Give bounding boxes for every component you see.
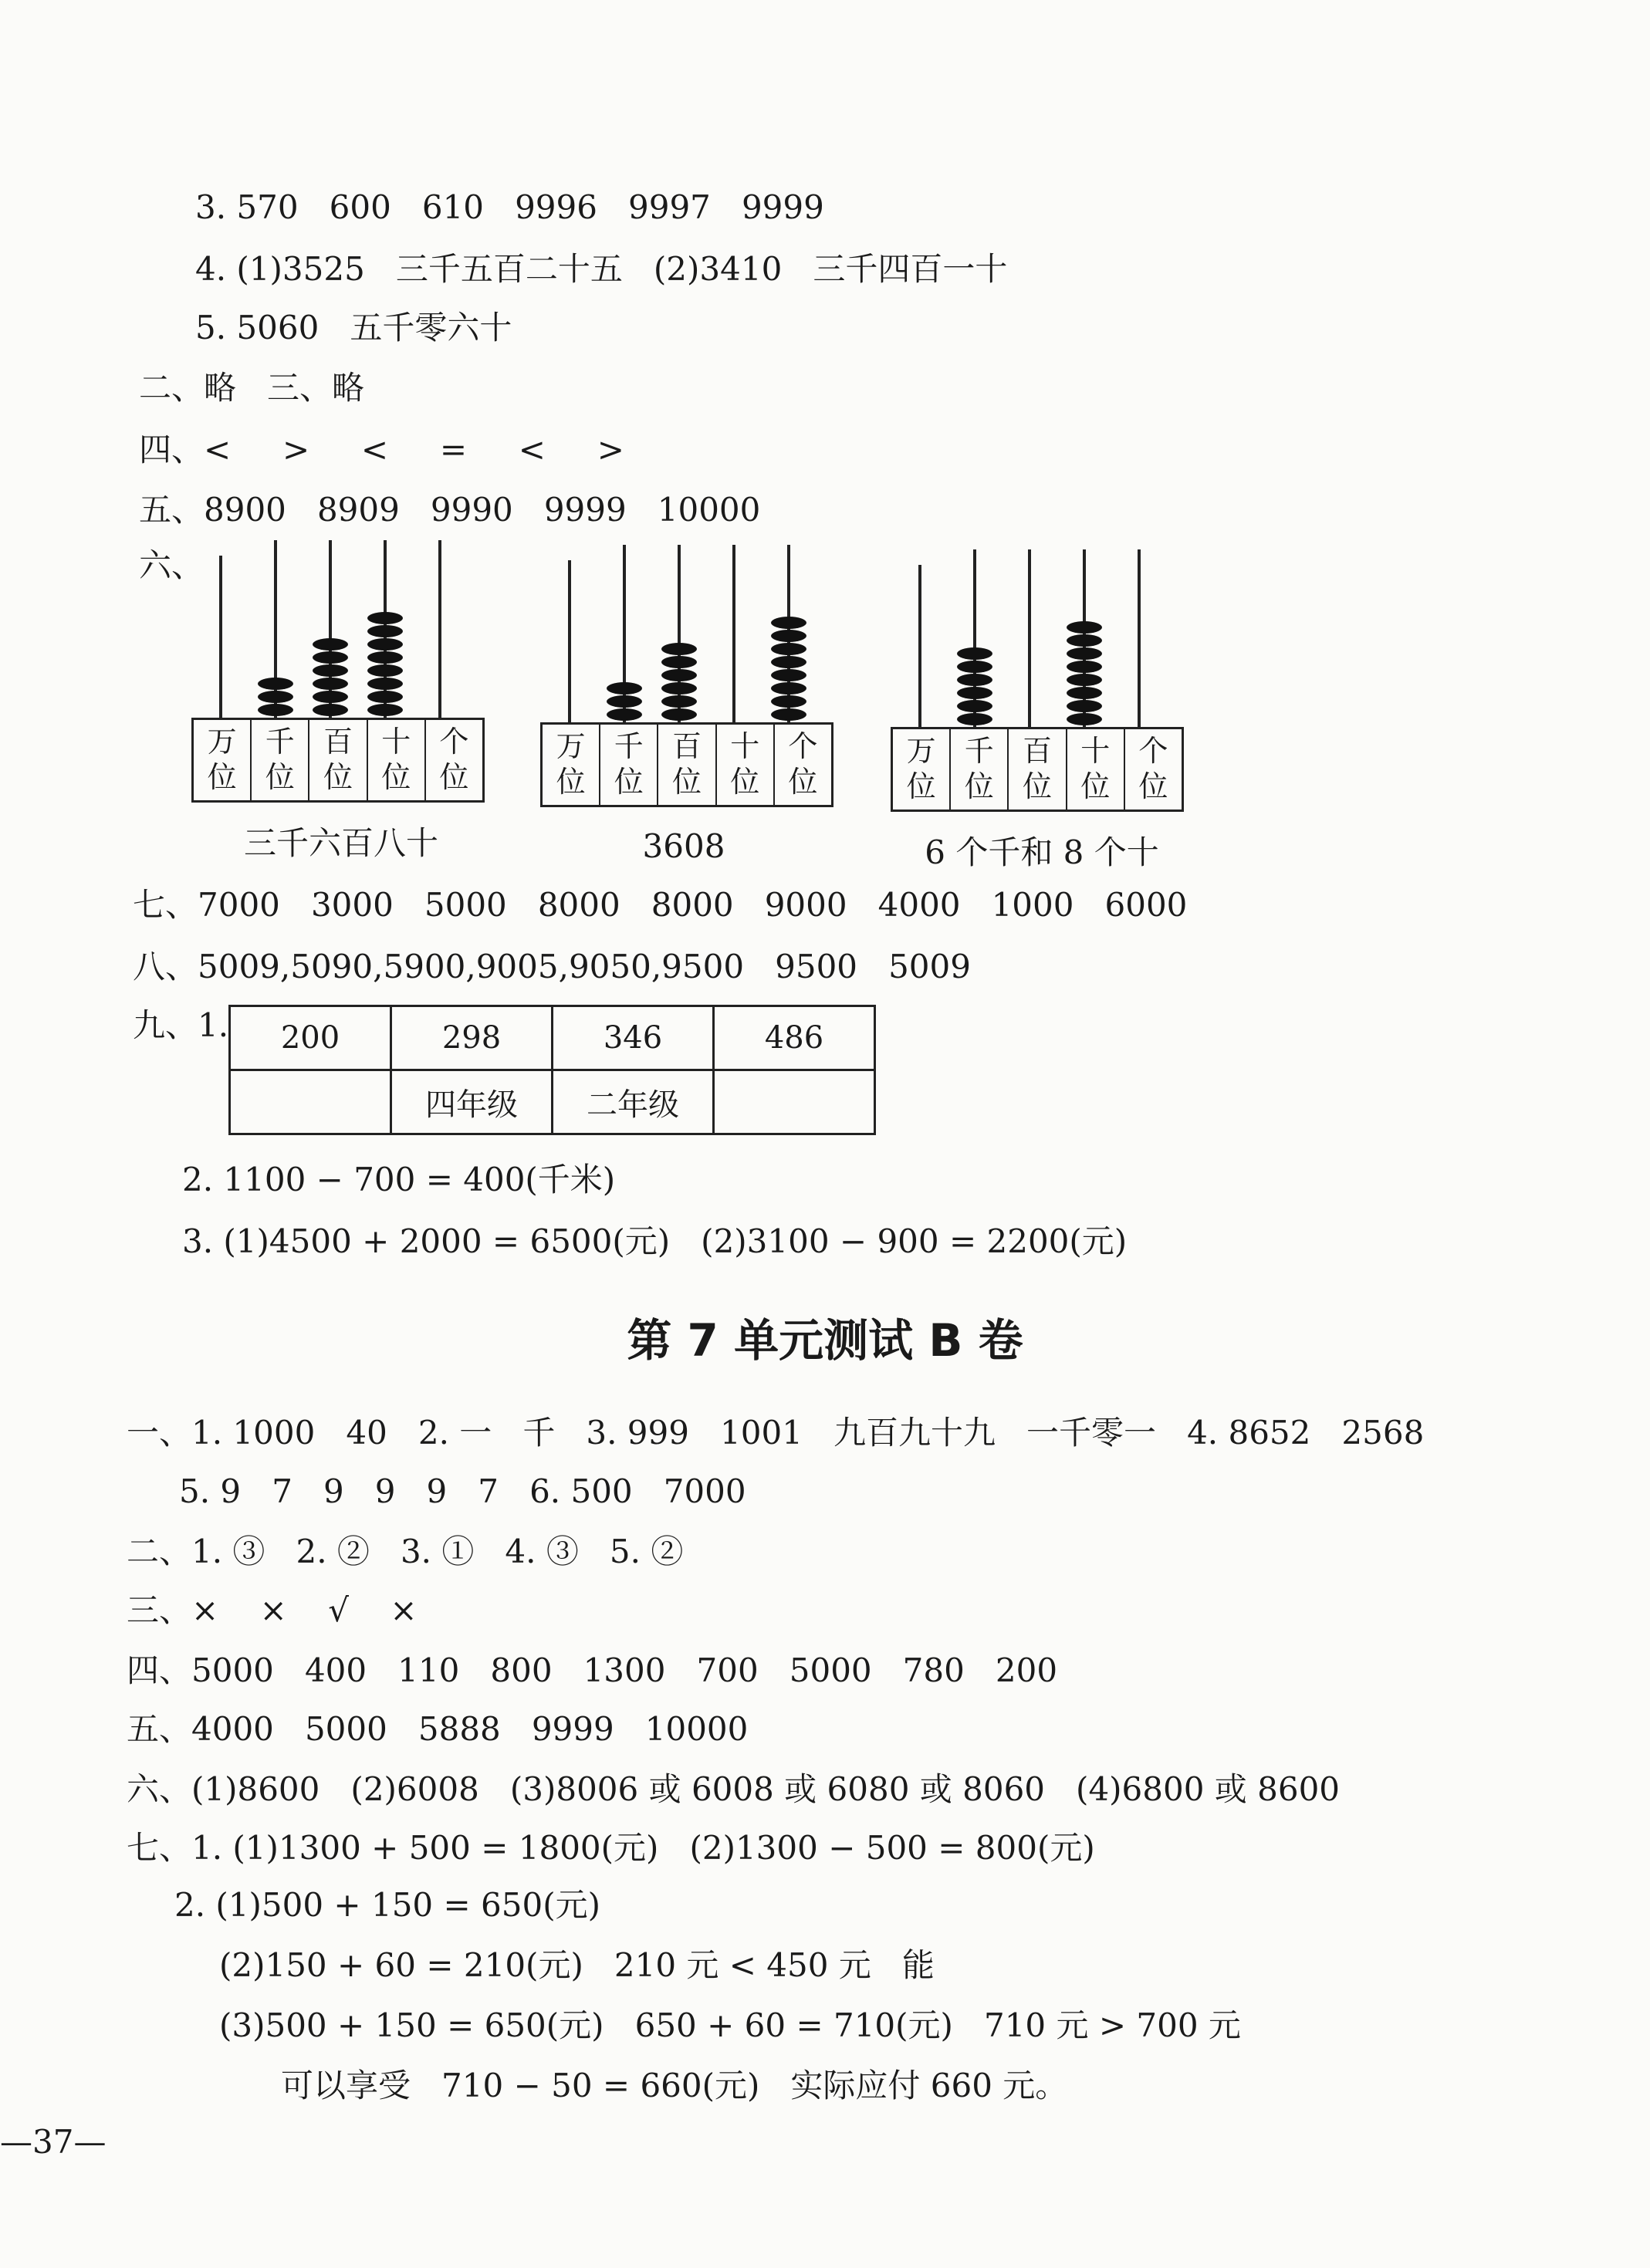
- abacus-base: [191, 718, 485, 803]
- abacus: [191, 540, 485, 803]
- answer-line: 5. 9 7 9 9 9 7 6. 500 7000: [179, 1472, 746, 1510]
- abacus-rod: [918, 565, 921, 727]
- answer-line: 二、略 三、略: [139, 369, 365, 407]
- abacus-bead: [313, 651, 348, 664]
- answer-line: 3. (1)4500 + 2000 = 6500(元) (2)3100 − 900 = 2200(元): [182, 1222, 1128, 1260]
- answer-line: 七、1. (1)1300 + 500 = 1800(元) (2)1300 − 500 = 800(元): [127, 1829, 1095, 1867]
- abacus-bead: [957, 647, 992, 660]
- abacus: [540, 545, 833, 807]
- abacus-rod: [1028, 549, 1031, 727]
- abacus-bead: [367, 638, 403, 651]
- abacus-bead: [1067, 647, 1102, 660]
- answer-line: 二、1. ③ 2. ② 3. ① 4. ③ 5. ②: [127, 1533, 684, 1570]
- abacus-bead: [607, 695, 642, 708]
- abacus-caption: 6 个千和 8 个十: [925, 833, 1159, 871]
- abacus-bead: [771, 669, 806, 681]
- abacus: [891, 549, 1184, 812]
- table-cell: 298: [391, 1006, 553, 1070]
- answer-line: 5. 5060 五千零六十: [195, 309, 512, 346]
- place-label: 万 位: [893, 729, 951, 810]
- answer-line: 五、8900 8909 9990 9999 10000: [139, 491, 761, 529]
- abacus-bead: [367, 651, 403, 664]
- answer-line: 三、× × √ ×: [127, 1591, 418, 1629]
- answer-line: 七、7000 3000 5000 8000 8000 9000 4000 1000 6000: [133, 886, 1188, 924]
- abacus-bead: [1067, 634, 1102, 647]
- answer-line: 4. (1)3525 三千五百二十五 (2)3410 三千四百一十: [195, 250, 1008, 288]
- abacus-bead: [661, 682, 697, 695]
- abacus-bead: [957, 687, 992, 699]
- answer-line: 九、1.: [133, 1006, 229, 1044]
- answer-line: 八、5009,5090,5900,9005,9050,9500 9500 5009: [133, 948, 971, 985]
- answer-line: 六、(1)8600 (2)6008 (3)8006 或 6008 或 6080 或 8060 (4)6800 或 8600: [127, 1770, 1341, 1808]
- place-label: 百 位: [309, 720, 367, 800]
- abacus-bead: [957, 674, 992, 686]
- abacus-bead: [367, 612, 403, 624]
- answer-line: 四、< > < = < >: [139, 431, 624, 468]
- answer-line: 一、1. 1000 40 2. 一 千 3. 999 1001 九百九十九 一千零一 4. 8652 2568: [127, 1414, 1425, 1452]
- answer-line: 3. 570 600 610 9996 9997 9999: [195, 188, 824, 226]
- place-label: 千 位: [252, 720, 309, 800]
- answer-line: 四、5000 400 110 800 1300 700 5000 780 200: [127, 1651, 1058, 1689]
- abacus-rod: [219, 556, 222, 718]
- abacus-bead: [313, 664, 348, 677]
- abacus-bead: [771, 643, 806, 655]
- abacus-bead: [1067, 700, 1102, 712]
- abacus-bead: [607, 708, 642, 721]
- abacus-bead: [367, 691, 403, 703]
- grade-table: [228, 1005, 876, 1135]
- page-number: —37—: [0, 2123, 107, 2161]
- table-cell: 200: [230, 1006, 391, 1070]
- abacus-rod: [568, 560, 571, 722]
- place-label: 万 位: [543, 725, 600, 805]
- place-label: 千 位: [600, 725, 658, 805]
- abacus-caption: 三千六百八十: [243, 824, 438, 862]
- abacus-bead: [661, 695, 697, 708]
- table-cell: 二年级: [553, 1070, 714, 1134]
- answer-line: (2)150 + 60 = 210(元) 210 元 < 450 元 能: [219, 1946, 935, 1984]
- abacus-rod: [1138, 549, 1141, 727]
- abacus-bead: [661, 669, 697, 681]
- place-label: 个 位: [439, 725, 469, 794]
- place-label: 百 位: [658, 725, 716, 805]
- place-label: 万 位: [194, 720, 252, 800]
- abacus-bead: [313, 638, 348, 651]
- abacus-base: [540, 722, 833, 807]
- table-cell: [714, 1070, 875, 1134]
- abacus-bead: [771, 630, 806, 642]
- abacus-bead: [1067, 674, 1102, 686]
- abacus-bead: [313, 704, 348, 716]
- answer-line: 2. 1100 − 700 = 400(千米): [182, 1161, 616, 1198]
- place-label: 十 位: [1067, 729, 1125, 810]
- abacus-bead: [661, 708, 697, 721]
- abacus-bead: [1067, 661, 1102, 673]
- answer-line: 六、: [139, 546, 205, 584]
- abacus-bead: [258, 678, 293, 690]
- abacus-bead: [1067, 621, 1102, 634]
- abacus-bead: [771, 708, 806, 721]
- abacus-bead: [1067, 713, 1102, 725]
- abacus-bead: [258, 704, 293, 716]
- abacus-bead: [367, 664, 403, 677]
- abacus-bead: [957, 661, 992, 673]
- place-label: 十 位: [717, 725, 775, 805]
- table-cell: [230, 1070, 391, 1134]
- abacus-bead: [771, 656, 806, 668]
- abacus-bead: [771, 617, 806, 629]
- table-cell: 486: [714, 1006, 875, 1070]
- abacus-rod: [732, 545, 735, 722]
- abacus-bead: [367, 625, 403, 637]
- abacus-bead: [957, 713, 992, 725]
- place-label: 个 位: [788, 729, 818, 799]
- abacus-bead: [661, 643, 697, 655]
- table-cell: 346: [553, 1006, 714, 1070]
- abacus-bead: [771, 695, 806, 708]
- table-row: [230, 1006, 875, 1070]
- abacus-caption: 3608: [642, 827, 725, 865]
- abacus-rod: [438, 540, 441, 718]
- table-row: [230, 1070, 875, 1134]
- abacus-bead: [1067, 687, 1102, 699]
- abacus-bead: [313, 691, 348, 703]
- answer-line: 2. (1)500 + 150 = 650(元): [174, 1886, 600, 1924]
- answer-line: 可以享受 710 − 50 = 660(元) 实际应付 660 元。: [281, 2067, 1068, 2104]
- answer-line: 五、4000 5000 5888 9999 10000: [127, 1710, 749, 1748]
- table-cell: 四年级: [391, 1070, 553, 1134]
- abacus-bead: [258, 691, 293, 703]
- abacus-bead: [661, 656, 697, 668]
- place-label: 十 位: [368, 720, 426, 800]
- abacus-bead: [367, 678, 403, 690]
- abacus-base: [891, 727, 1184, 812]
- abacus-bead: [771, 682, 806, 695]
- section-title: 第 7 单元测试 B 卷: [627, 1314, 1023, 1367]
- place-label: 千 位: [951, 729, 1009, 810]
- answer-line: (3)500 + 150 = 650(元) 650 + 60 = 710(元) 710 元 > 700 元: [219, 2006, 1241, 2044]
- place-label: 百 位: [1009, 729, 1067, 810]
- abacus-bead: [367, 704, 403, 716]
- abacus-bead: [957, 700, 992, 712]
- abacus-bead: [313, 678, 348, 690]
- abacus-bead: [607, 682, 642, 695]
- place-label: 个 位: [1138, 734, 1168, 803]
